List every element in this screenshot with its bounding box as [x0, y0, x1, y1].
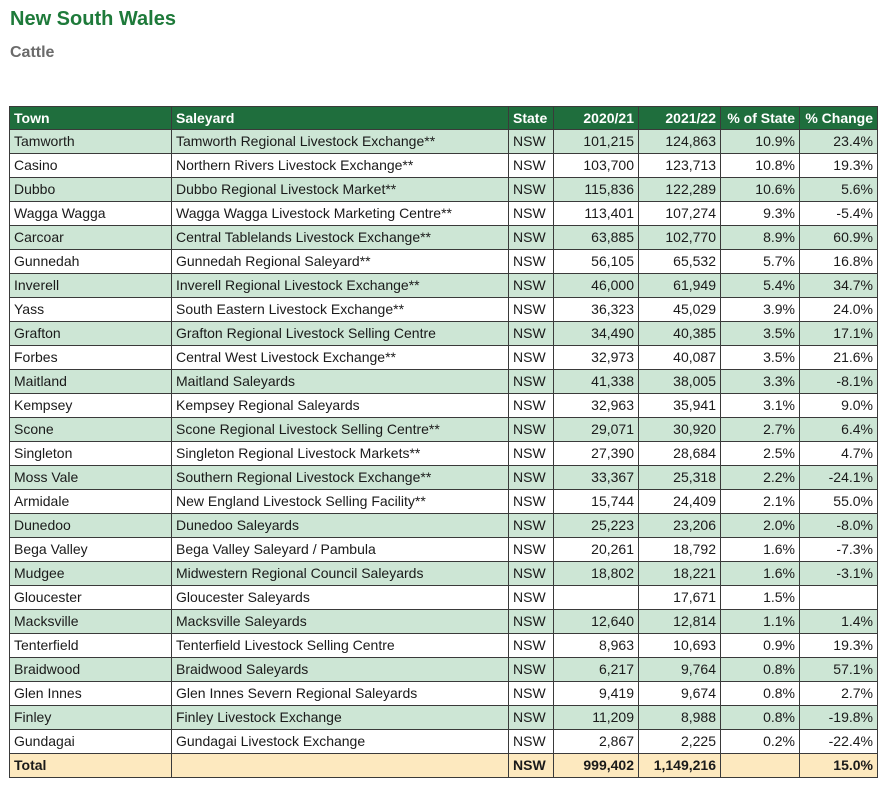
value-2021-22-cell: 40,087	[639, 346, 721, 370]
table-row	[10, 730, 878, 754]
town-cell: Braidwood	[10, 658, 172, 682]
table-row	[10, 130, 878, 154]
value-2021-22-cell: 18,221	[639, 562, 721, 586]
state-cell: NSW	[509, 394, 554, 418]
pct-of-state-cell: 10.8%	[721, 154, 800, 178]
value-2021-22-cell: 123,713	[639, 154, 721, 178]
table-body	[10, 130, 878, 778]
table-row	[10, 274, 878, 298]
saleyard-cell: Gundagai Livestock Exchange	[172, 730, 509, 754]
town-cell: Gundagai	[10, 730, 172, 754]
pct-change-cell: 2.7%	[800, 682, 878, 706]
pct-of-state-cell: 0.8%	[721, 706, 800, 730]
town-cell: Singleton	[10, 442, 172, 466]
town-cell: Forbes	[10, 346, 172, 370]
value-2020-21-cell: 18,802	[554, 562, 639, 586]
value-2020-21-cell: 103,700	[554, 154, 639, 178]
value-2021-22-cell: 61,949	[639, 274, 721, 298]
table-row	[10, 634, 878, 658]
value-2020-21-cell: 6,217	[554, 658, 639, 682]
pct-of-state-cell: 2.0%	[721, 514, 800, 538]
table-row	[10, 370, 878, 394]
saleyard-cell: Glen Innes Severn Regional Saleyards	[172, 682, 509, 706]
state-cell: NSW	[509, 730, 554, 754]
saleyard-cell: New England Livestock Selling Facility**	[172, 490, 509, 514]
pct-of-state-cell: 2.7%	[721, 418, 800, 442]
table-row	[10, 586, 878, 610]
pct-change-cell: -8.0%	[800, 514, 878, 538]
pct-change-cell: 16.8%	[800, 250, 878, 274]
pct-of-state-cell: 1.5%	[721, 586, 800, 610]
saleyard-cell: Dunedoo Saleyards	[172, 514, 509, 538]
pct-of-state-cell: 9.3%	[721, 202, 800, 226]
value-2020-21-cell: 8,963	[554, 634, 639, 658]
column-header-2021-22: 2021/22	[639, 107, 721, 130]
value-2021-22-cell: 8,988	[639, 706, 721, 730]
value-2021-22-cell: 30,920	[639, 418, 721, 442]
value-2020-21-cell: 32,973	[554, 346, 639, 370]
town-cell: Moss Vale	[10, 466, 172, 490]
town-cell: Yass	[10, 298, 172, 322]
town-cell: Finley	[10, 706, 172, 730]
saleyard-cell	[172, 754, 509, 778]
saleyard-cell: South Eastern Livestock Exchange**	[172, 298, 509, 322]
value-2021-22-cell: 35,941	[639, 394, 721, 418]
town-cell: Scone	[10, 418, 172, 442]
town-cell: Grafton	[10, 322, 172, 346]
value-2020-21-cell: 34,490	[554, 322, 639, 346]
column-header-state: State	[509, 107, 554, 130]
town-cell: Glen Innes	[10, 682, 172, 706]
pct-change-cell: 24.0%	[800, 298, 878, 322]
value-2021-22-cell: 65,532	[639, 250, 721, 274]
pct-of-state-cell: 3.5%	[721, 346, 800, 370]
pct-change-cell: -19.8%	[800, 706, 878, 730]
value-2021-22-cell: 25,318	[639, 466, 721, 490]
state-cell: NSW	[509, 634, 554, 658]
saleyards-table	[9, 106, 878, 778]
pct-of-state-cell: 0.2%	[721, 730, 800, 754]
value-2021-22-cell: 12,814	[639, 610, 721, 634]
pct-of-state-cell: 3.3%	[721, 370, 800, 394]
value-2021-22-cell: 17,671	[639, 586, 721, 610]
value-2020-21-cell: 115,836	[554, 178, 639, 202]
value-2020-21-cell: 46,000	[554, 274, 639, 298]
pct-change-cell: 1.4%	[800, 610, 878, 634]
town-cell: Gunnedah	[10, 250, 172, 274]
total-row	[10, 754, 878, 778]
value-2021-22-cell: 102,770	[639, 226, 721, 250]
pct-of-state-cell	[721, 754, 800, 778]
table-row	[10, 562, 878, 586]
pct-change-cell: 19.3%	[800, 634, 878, 658]
table-row	[10, 322, 878, 346]
saleyard-cell: Kempsey Regional Saleyards	[172, 394, 509, 418]
table-row	[10, 154, 878, 178]
saleyard-cell: Southern Regional Livestock Exchange**	[172, 466, 509, 490]
pct-of-state-cell: 1.6%	[721, 538, 800, 562]
pct-change-cell	[800, 586, 878, 610]
pct-of-state-cell: 8.9%	[721, 226, 800, 250]
pct-of-state-cell: 2.1%	[721, 490, 800, 514]
pct-of-state-cell: 3.9%	[721, 298, 800, 322]
state-cell: NSW	[509, 658, 554, 682]
table-row	[10, 226, 878, 250]
value-2020-21-cell: 25,223	[554, 514, 639, 538]
saleyard-cell: Central Tablelands Livestock Exchange**	[172, 226, 509, 250]
table-row	[10, 418, 878, 442]
pct-change-cell: -3.1%	[800, 562, 878, 586]
pct-of-state-cell: 5.4%	[721, 274, 800, 298]
value-2020-21-cell: 113,401	[554, 202, 639, 226]
pct-of-state-cell: 10.9%	[721, 130, 800, 154]
column-header-2020-21: 2020/21	[554, 107, 639, 130]
table-row	[10, 466, 878, 490]
town-cell: Gloucester	[10, 586, 172, 610]
state-cell: NSW	[509, 490, 554, 514]
state-cell: NSW	[509, 154, 554, 178]
value-2020-21-cell: 27,390	[554, 442, 639, 466]
pct-of-state-cell: 2.5%	[721, 442, 800, 466]
town-cell: Tamworth	[10, 130, 172, 154]
town-cell: Armidale	[10, 490, 172, 514]
table-row	[10, 202, 878, 226]
saleyard-cell: Midwestern Regional Council Saleyards	[172, 562, 509, 586]
state-cell: NSW	[509, 346, 554, 370]
saleyard-cell: Central West Livestock Exchange**	[172, 346, 509, 370]
saleyard-cell: Gunnedah Regional Saleyard**	[172, 250, 509, 274]
value-2020-21-cell: 33,367	[554, 466, 639, 490]
saleyard-cell: Maitland Saleyards	[172, 370, 509, 394]
pct-of-state-cell: 5.7%	[721, 250, 800, 274]
value-2020-21-cell: 12,640	[554, 610, 639, 634]
state-cell: NSW	[509, 202, 554, 226]
page-subtitle: Cattle	[10, 44, 55, 61]
value-2020-21-cell: 20,261	[554, 538, 639, 562]
pct-change-cell: 21.6%	[800, 346, 878, 370]
pct-change-cell: 5.6%	[800, 178, 878, 202]
pct-of-state-cell: 0.9%	[721, 634, 800, 658]
state-cell: NSW	[509, 274, 554, 298]
value-2020-21-cell: 63,885	[554, 226, 639, 250]
table-header-row	[10, 107, 878, 130]
pct-change-cell: 55.0%	[800, 490, 878, 514]
value-2021-22-cell: 45,029	[639, 298, 721, 322]
saleyard-cell: Dubbo Regional Livestock Market**	[172, 178, 509, 202]
value-2021-22-cell: 28,684	[639, 442, 721, 466]
value-2021-22-cell: 10,693	[639, 634, 721, 658]
town-cell: Dubbo	[10, 178, 172, 202]
table-row	[10, 250, 878, 274]
saleyard-cell: Tamworth Regional Livestock Exchange**	[172, 130, 509, 154]
value-2021-22-cell: 107,274	[639, 202, 721, 226]
page-title: New South Wales	[10, 8, 176, 30]
value-2020-21-cell: 56,105	[554, 250, 639, 274]
value-2021-22-cell: 124,863	[639, 130, 721, 154]
state-cell: NSW	[509, 586, 554, 610]
saleyard-cell: Northern Rivers Livestock Exchange**	[172, 154, 509, 178]
saleyard-cell: Braidwood Saleyards	[172, 658, 509, 682]
saleyard-cell: Grafton Regional Livestock Selling Centre	[172, 322, 509, 346]
state-cell: NSW	[509, 442, 554, 466]
saleyard-cell: Inverell Regional Livestock Exchange**	[172, 274, 509, 298]
pct-of-state-cell: 3.1%	[721, 394, 800, 418]
town-cell: Casino	[10, 154, 172, 178]
column-header-pct-change: % Change	[800, 107, 878, 130]
town-cell: Carcoar	[10, 226, 172, 250]
table-row	[10, 658, 878, 682]
state-cell: NSW	[509, 466, 554, 490]
pct-change-cell: -22.4%	[800, 730, 878, 754]
state-cell: NSW	[509, 298, 554, 322]
value-2021-22-cell: 24,409	[639, 490, 721, 514]
value-2020-21-cell: 101,215	[554, 130, 639, 154]
table-row	[10, 538, 878, 562]
table-row	[10, 298, 878, 322]
value-2021-22-cell: 40,385	[639, 322, 721, 346]
state-cell: NSW	[509, 754, 554, 778]
value-2020-21-cell: 2,867	[554, 730, 639, 754]
state-cell: NSW	[509, 562, 554, 586]
pct-change-cell: -8.1%	[800, 370, 878, 394]
column-header-saleyard: Saleyard	[172, 107, 509, 130]
value-2021-22-cell: 2,225	[639, 730, 721, 754]
table-row	[10, 706, 878, 730]
town-cell: Total	[10, 754, 172, 778]
pct-of-state-cell: 0.8%	[721, 682, 800, 706]
pct-change-cell: -24.1%	[800, 466, 878, 490]
saleyard-cell: Gloucester Saleyards	[172, 586, 509, 610]
pct-change-cell: 60.9%	[800, 226, 878, 250]
town-cell: Mudgee	[10, 562, 172, 586]
saleyard-cell: Bega Valley Saleyard / Pambula	[172, 538, 509, 562]
town-cell: Kempsey	[10, 394, 172, 418]
table-row	[10, 442, 878, 466]
value-2020-21-cell: 15,744	[554, 490, 639, 514]
pct-change-cell: 23.4%	[800, 130, 878, 154]
state-cell: NSW	[509, 178, 554, 202]
value-2020-21-cell: 41,338	[554, 370, 639, 394]
pct-of-state-cell: 2.2%	[721, 466, 800, 490]
pct-change-cell: 57.1%	[800, 658, 878, 682]
value-2021-22-cell: 23,206	[639, 514, 721, 538]
value-2020-21-cell: 999,402	[554, 754, 639, 778]
town-cell: Maitland	[10, 370, 172, 394]
table-row	[10, 394, 878, 418]
pct-change-cell: 4.7%	[800, 442, 878, 466]
state-cell: NSW	[509, 250, 554, 274]
pct-change-cell: 34.7%	[800, 274, 878, 298]
value-2021-22-cell: 18,792	[639, 538, 721, 562]
state-cell: NSW	[509, 226, 554, 250]
table-row	[10, 178, 878, 202]
saleyard-cell: Singleton Regional Livestock Markets**	[172, 442, 509, 466]
saleyard-cell: Tenterfield Livestock Selling Centre	[172, 634, 509, 658]
table-row	[10, 490, 878, 514]
state-cell: NSW	[509, 682, 554, 706]
saleyard-cell: Macksville Saleyards	[172, 610, 509, 634]
value-2020-21-cell: 29,071	[554, 418, 639, 442]
pct-of-state-cell: 1.1%	[721, 610, 800, 634]
state-cell: NSW	[509, 370, 554, 394]
state-cell: NSW	[509, 130, 554, 154]
column-header-pct-of-state: % of State	[721, 107, 800, 130]
town-cell: Bega Valley	[10, 538, 172, 562]
state-cell: NSW	[509, 610, 554, 634]
table-row	[10, 682, 878, 706]
state-cell: NSW	[509, 514, 554, 538]
value-2020-21-cell: 32,963	[554, 394, 639, 418]
value-2021-22-cell: 122,289	[639, 178, 721, 202]
value-2020-21-cell	[554, 586, 639, 610]
pct-of-state-cell: 0.8%	[721, 658, 800, 682]
saleyard-cell: Finley Livestock Exchange	[172, 706, 509, 730]
town-cell: Macksville	[10, 610, 172, 634]
pct-change-cell: 19.3%	[800, 154, 878, 178]
state-cell: NSW	[509, 322, 554, 346]
pct-of-state-cell: 10.6%	[721, 178, 800, 202]
town-cell: Inverell	[10, 274, 172, 298]
state-cell: NSW	[509, 706, 554, 730]
table-row	[10, 610, 878, 634]
value-2020-21-cell: 9,419	[554, 682, 639, 706]
town-cell: Dunedoo	[10, 514, 172, 538]
value-2021-22-cell: 1,149,216	[639, 754, 721, 778]
saleyard-cell: Scone Regional Livestock Selling Centre**	[172, 418, 509, 442]
state-cell: NSW	[509, 538, 554, 562]
state-cell: NSW	[509, 418, 554, 442]
pct-change-cell: -5.4%	[800, 202, 878, 226]
value-2020-21-cell: 36,323	[554, 298, 639, 322]
value-2021-22-cell: 38,005	[639, 370, 721, 394]
column-header-town: Town	[10, 107, 172, 130]
table-row	[10, 346, 878, 370]
saleyard-cell: Wagga Wagga Livestock Marketing Centre**	[172, 202, 509, 226]
town-cell: Wagga Wagga	[10, 202, 172, 226]
value-2021-22-cell: 9,674	[639, 682, 721, 706]
pct-change-cell: -7.3%	[800, 538, 878, 562]
table-row	[10, 514, 878, 538]
value-2020-21-cell: 11,209	[554, 706, 639, 730]
value-2021-22-cell: 9,764	[639, 658, 721, 682]
pct-change-cell: 15.0%	[800, 754, 878, 778]
pct-change-cell: 17.1%	[800, 322, 878, 346]
pct-change-cell: 9.0%	[800, 394, 878, 418]
pct-change-cell: 6.4%	[800, 418, 878, 442]
pct-of-state-cell: 1.6%	[721, 562, 800, 586]
town-cell: Tenterfield	[10, 634, 172, 658]
pct-of-state-cell: 3.5%	[721, 322, 800, 346]
